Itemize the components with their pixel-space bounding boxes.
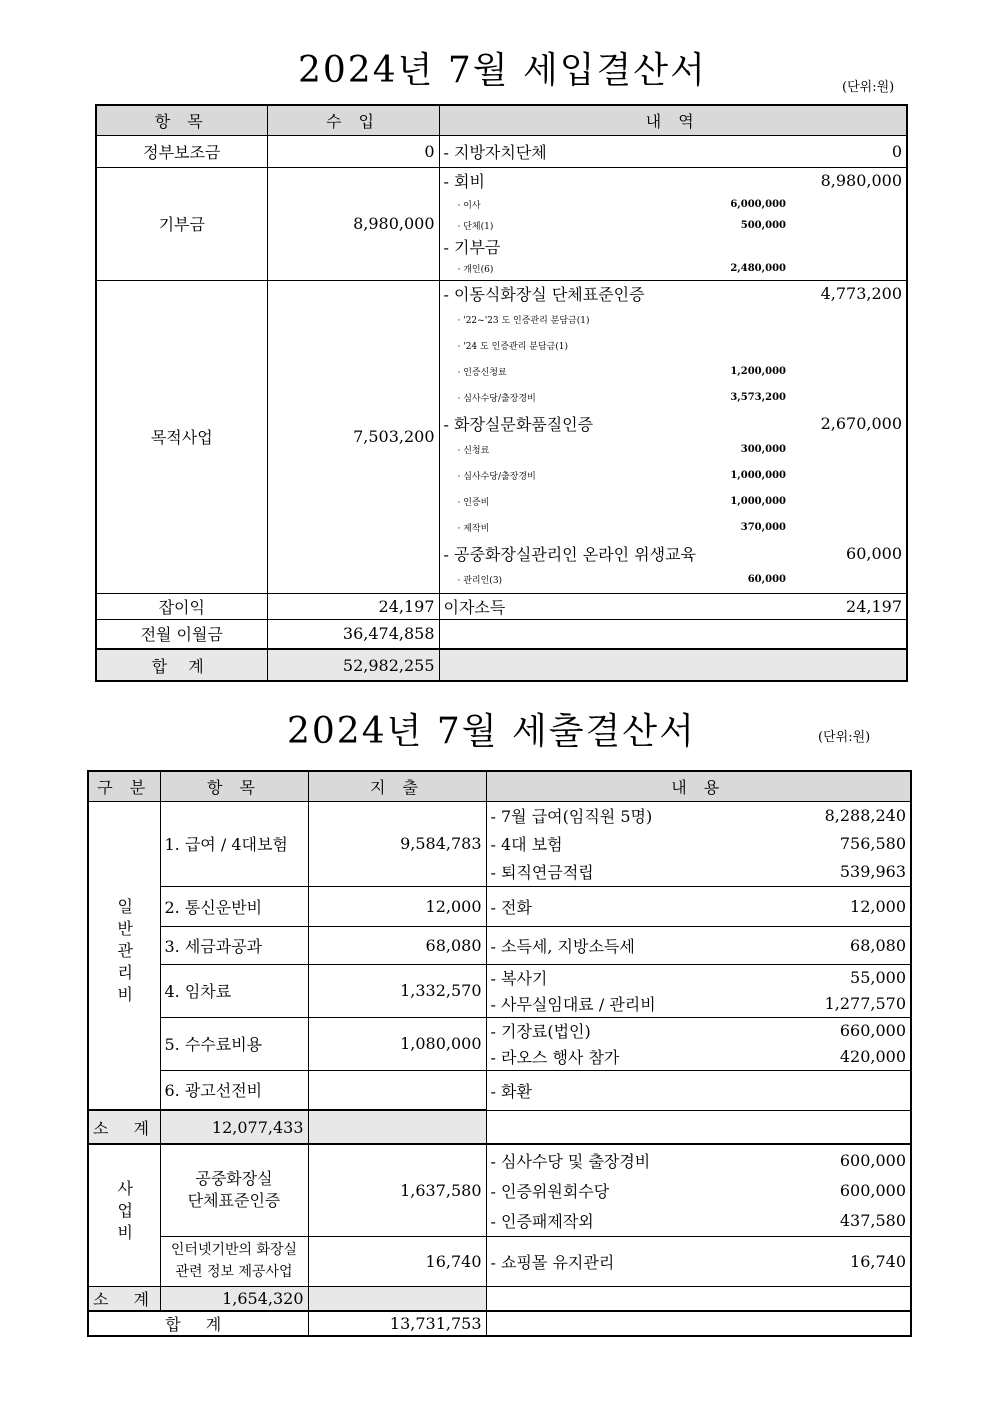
table-row xyxy=(96,593,907,619)
detail-text: - 인증위원회수당 xyxy=(490,1181,610,1201)
detail-cell xyxy=(486,964,911,1017)
income-unit: (단위:원) xyxy=(842,80,895,95)
expense-header-amount: 지 출 xyxy=(308,771,486,801)
income-header-amount: 수 입 xyxy=(267,105,439,135)
item-amount: 68,080 xyxy=(308,926,486,964)
detail-line xyxy=(491,1018,907,1044)
detail-line xyxy=(491,893,907,919)
item-name-line: 단체표준인증 xyxy=(187,1191,281,1211)
row-amount: 24,197 xyxy=(267,593,439,619)
group-title: - 화장실문화품질인증 xyxy=(443,415,594,434)
sub-list xyxy=(444,437,903,541)
sub-item-value: 60,000 xyxy=(747,574,786,585)
sub-item xyxy=(444,515,903,541)
sub-item xyxy=(444,333,903,359)
row-label: 목적사업 xyxy=(96,280,267,593)
detail-text: - 퇴직연금적립 xyxy=(490,863,594,882)
item-name: 2. 통신운반비 xyxy=(160,886,308,926)
sub-item-value: 1,000,000 xyxy=(730,470,786,481)
sub-item-value: 500,000 xyxy=(740,219,786,231)
detail-line xyxy=(491,965,907,991)
table-row xyxy=(96,280,907,593)
income-table xyxy=(95,104,908,682)
row-detail: - 지방자치단체 xyxy=(443,142,547,162)
detail-text: - 전화 xyxy=(490,897,532,917)
group-title: - 회비 xyxy=(443,172,485,191)
detail-amount: 539,963 xyxy=(839,862,906,881)
subtotal-row xyxy=(88,1286,911,1311)
sub-item xyxy=(444,215,903,236)
sub-list xyxy=(444,258,903,279)
detail-line xyxy=(491,1077,907,1103)
detail-amount: 12,000 xyxy=(850,896,906,916)
table-row xyxy=(96,619,907,649)
sub-item xyxy=(444,359,903,385)
sub-item xyxy=(444,463,903,489)
detail-cell xyxy=(486,1017,911,1070)
sub-item xyxy=(444,437,903,463)
detail-text: - 쇼핑몰 유지관리 xyxy=(490,1252,615,1272)
detail-cell xyxy=(486,1236,911,1286)
sub-item-value: 2,480,000 xyxy=(730,262,786,274)
sub-item-name: · 인증비 xyxy=(457,498,490,508)
detail-text: - 사무실임대료 / 관리비 xyxy=(490,995,656,1014)
total-row xyxy=(88,1311,911,1336)
sub-item-name: · 제작비 xyxy=(457,524,490,534)
detail-text: - 소득세, 지방소득세 xyxy=(490,936,635,956)
sub-list xyxy=(444,567,903,593)
subtotal-label: 소 계 xyxy=(88,1110,160,1144)
table-row xyxy=(88,1236,911,1286)
sub-item-name: · '24 도 인증관리 분담금(1) xyxy=(457,342,569,352)
detail-amount: 68,080 xyxy=(850,935,906,955)
sub-item xyxy=(444,307,903,333)
sub-item-name: · 신청료 xyxy=(457,446,490,456)
sub-item-name: · 심사수당/출장경비 xyxy=(457,472,536,482)
sub-item-name: · 심사수당/출장경비 xyxy=(457,394,536,404)
expense-header-detail: 내 용 xyxy=(486,771,911,801)
item-name: 5. 수수료비용 xyxy=(160,1017,308,1070)
sub-item xyxy=(444,385,903,411)
subtotal-detail-empty xyxy=(308,1286,486,1311)
total-label: 합 계 xyxy=(88,1311,308,1336)
group-title: - 공중화장실관리인 온라인 위생교육 xyxy=(443,545,697,564)
table-row xyxy=(96,135,907,167)
detail-line xyxy=(491,1246,907,1276)
group-title: - 기부금 xyxy=(443,238,501,257)
detail-text: - 인증패제작외 xyxy=(490,1211,594,1231)
table-row xyxy=(88,1144,911,1236)
sub-item-value: 370,000 xyxy=(740,522,786,533)
detail-line xyxy=(491,802,907,830)
sub-item-value: 300,000 xyxy=(740,444,786,455)
detail-text: - 복사기 xyxy=(490,969,548,988)
detail-line xyxy=(491,858,907,886)
detail-amount: 600,000 xyxy=(839,1180,906,1200)
item-name: 6. 광고선전비 xyxy=(160,1070,308,1110)
detail-amount: 8,288,240 xyxy=(824,806,906,825)
subtotal-amount: 12,077,433 xyxy=(160,1110,308,1144)
sub-item xyxy=(444,567,903,593)
detail-cell xyxy=(486,1144,911,1236)
row-amount: 7,503,200 xyxy=(267,280,439,593)
sub-item-value: 1,200,000 xyxy=(730,366,786,377)
total-row xyxy=(96,649,907,681)
detail-cell xyxy=(486,801,911,886)
item-name-line: 인터넷기반의 화장실 xyxy=(170,1242,298,1258)
detail-line xyxy=(491,830,907,858)
sub-list xyxy=(444,194,903,236)
item-name-line: 공중화장실 xyxy=(195,1169,273,1189)
sub-item-value: 3,573,200 xyxy=(730,392,786,403)
item-amount: 12,000 xyxy=(308,886,486,926)
item-name xyxy=(160,1236,308,1286)
sub-item-name: · 관리인(3) xyxy=(457,576,503,586)
expense-title: 2024년 7월 세출결산서 xyxy=(287,711,696,752)
detail-amount: 660,000 xyxy=(839,1021,906,1040)
row-amount: 36,474,858 xyxy=(267,619,439,649)
sub-item-name: · 인증신청료 xyxy=(457,368,507,378)
expense-header-category: 구 분 xyxy=(88,771,160,801)
expense-table xyxy=(87,770,912,1337)
total-detail-empty xyxy=(486,1311,911,1336)
row-detail: 이자소득 xyxy=(443,597,506,617)
group-amount: 2,670,000 xyxy=(820,414,902,433)
sub-item-name: · 개인(6) xyxy=(457,264,494,275)
detail-text: - 라오스 행사 참가 xyxy=(490,1048,620,1067)
detail-text: - 7월 급여(임직원 5명) xyxy=(490,807,653,826)
group-amount: 60,000 xyxy=(846,544,902,563)
detail-text: - 심사수당 및 출장경비 xyxy=(490,1151,651,1171)
subtotal-row xyxy=(88,1110,911,1144)
sub-item xyxy=(444,489,903,515)
item-name: 4. 임차료 xyxy=(160,964,308,1017)
expense-header-item: 항 목 xyxy=(160,771,308,801)
table-row xyxy=(88,964,911,1017)
category-cell xyxy=(88,801,160,1110)
detail-amount: 420,000 xyxy=(839,1047,906,1066)
total-detail-empty xyxy=(439,649,907,681)
category-cell xyxy=(88,1144,160,1286)
row-detail-empty xyxy=(439,619,907,649)
row-label: 정부보조금 xyxy=(96,135,267,167)
detail-line xyxy=(491,991,907,1017)
category-label: 사업비 xyxy=(114,1180,134,1247)
item-amount: 16,740 xyxy=(308,1236,486,1286)
sub-list xyxy=(444,307,903,411)
total-label: 합 계 xyxy=(96,649,267,681)
sub-item-name: · 이사 xyxy=(457,200,481,211)
income-header-detail: 내 역 xyxy=(439,105,907,135)
row-amount: 0 xyxy=(267,135,439,167)
expense-unit: (단위:원) xyxy=(818,730,871,745)
sub-item-name: · '22~'23 도 인증관리 분담금(1) xyxy=(457,316,590,326)
total-amount: 13,731,753 xyxy=(308,1311,486,1336)
table-row xyxy=(88,886,911,926)
detail-amount: 600,000 xyxy=(839,1150,906,1170)
subtotal-label: 소 계 xyxy=(88,1286,160,1311)
item-name-line: 관련 정보 제공사업 xyxy=(175,1264,293,1280)
detail-amount: 55,000 xyxy=(850,968,906,987)
item-name: 3. 세금과공과 xyxy=(160,926,308,964)
group-title: - 이동식화장실 단체표준인증 xyxy=(443,285,645,304)
detail-line xyxy=(491,1175,907,1205)
row-detail-amount: 0 xyxy=(891,141,902,161)
detail-amount: 16,740 xyxy=(850,1251,906,1271)
item-amount: 1,637,580 xyxy=(308,1144,486,1236)
sub-item-value: 6,000,000 xyxy=(730,198,786,210)
table-row xyxy=(88,1017,911,1070)
item-amount: 9,584,783 xyxy=(308,801,486,886)
table-row xyxy=(88,801,911,886)
income-title: 2024년 7월 세입결산서 xyxy=(298,50,707,91)
detail-text: - 기장료(법인) xyxy=(490,1022,591,1041)
sub-item-name: · 단체(1) xyxy=(457,221,494,232)
item-name xyxy=(160,1144,308,1236)
row-amount: 8,980,000 xyxy=(267,167,439,280)
detail-cell xyxy=(486,1070,911,1110)
group-amount: 8,980,000 xyxy=(820,171,902,190)
detail-text: - 4대 보험 xyxy=(490,835,563,854)
detail-line xyxy=(491,1044,907,1070)
row-label: 잡이익 xyxy=(96,593,267,619)
income-header-item: 항 목 xyxy=(96,105,267,135)
sub-item-value: 1,000,000 xyxy=(730,496,786,507)
detail-amount: 437,580 xyxy=(839,1210,906,1230)
detail-amount: 756,580 xyxy=(839,834,906,853)
category-label: 일반관리비 xyxy=(114,898,134,1009)
sub-item xyxy=(444,194,903,215)
table-row xyxy=(96,167,907,280)
detail-cell xyxy=(486,886,911,926)
table-row xyxy=(88,926,911,964)
detail-line xyxy=(491,1205,907,1235)
detail-line xyxy=(491,1145,907,1175)
row-label: 기부금 xyxy=(96,167,267,280)
detail-text: - 화환 xyxy=(490,1081,532,1101)
detail-cell xyxy=(486,926,911,964)
row-label: 전월 이월금 xyxy=(96,619,267,649)
item-amount: 1,332,570 xyxy=(308,964,486,1017)
total-amount: 52,982,255 xyxy=(267,649,439,681)
item-amount: 1,080,000 xyxy=(308,1017,486,1070)
item-name: 1. 급여 / 4대보험 xyxy=(160,801,308,886)
item-amount xyxy=(308,1070,486,1110)
subtotal-amount: 1,654,320 xyxy=(160,1286,308,1311)
table-row xyxy=(88,1070,911,1110)
sub-item xyxy=(444,258,903,279)
detail-amount: 1,277,570 xyxy=(824,994,906,1013)
row-detail-amount: 24,197 xyxy=(846,596,902,616)
group-amount: 4,773,200 xyxy=(820,284,902,303)
detail-line xyxy=(491,932,907,958)
subtotal-detail-empty xyxy=(308,1110,486,1144)
